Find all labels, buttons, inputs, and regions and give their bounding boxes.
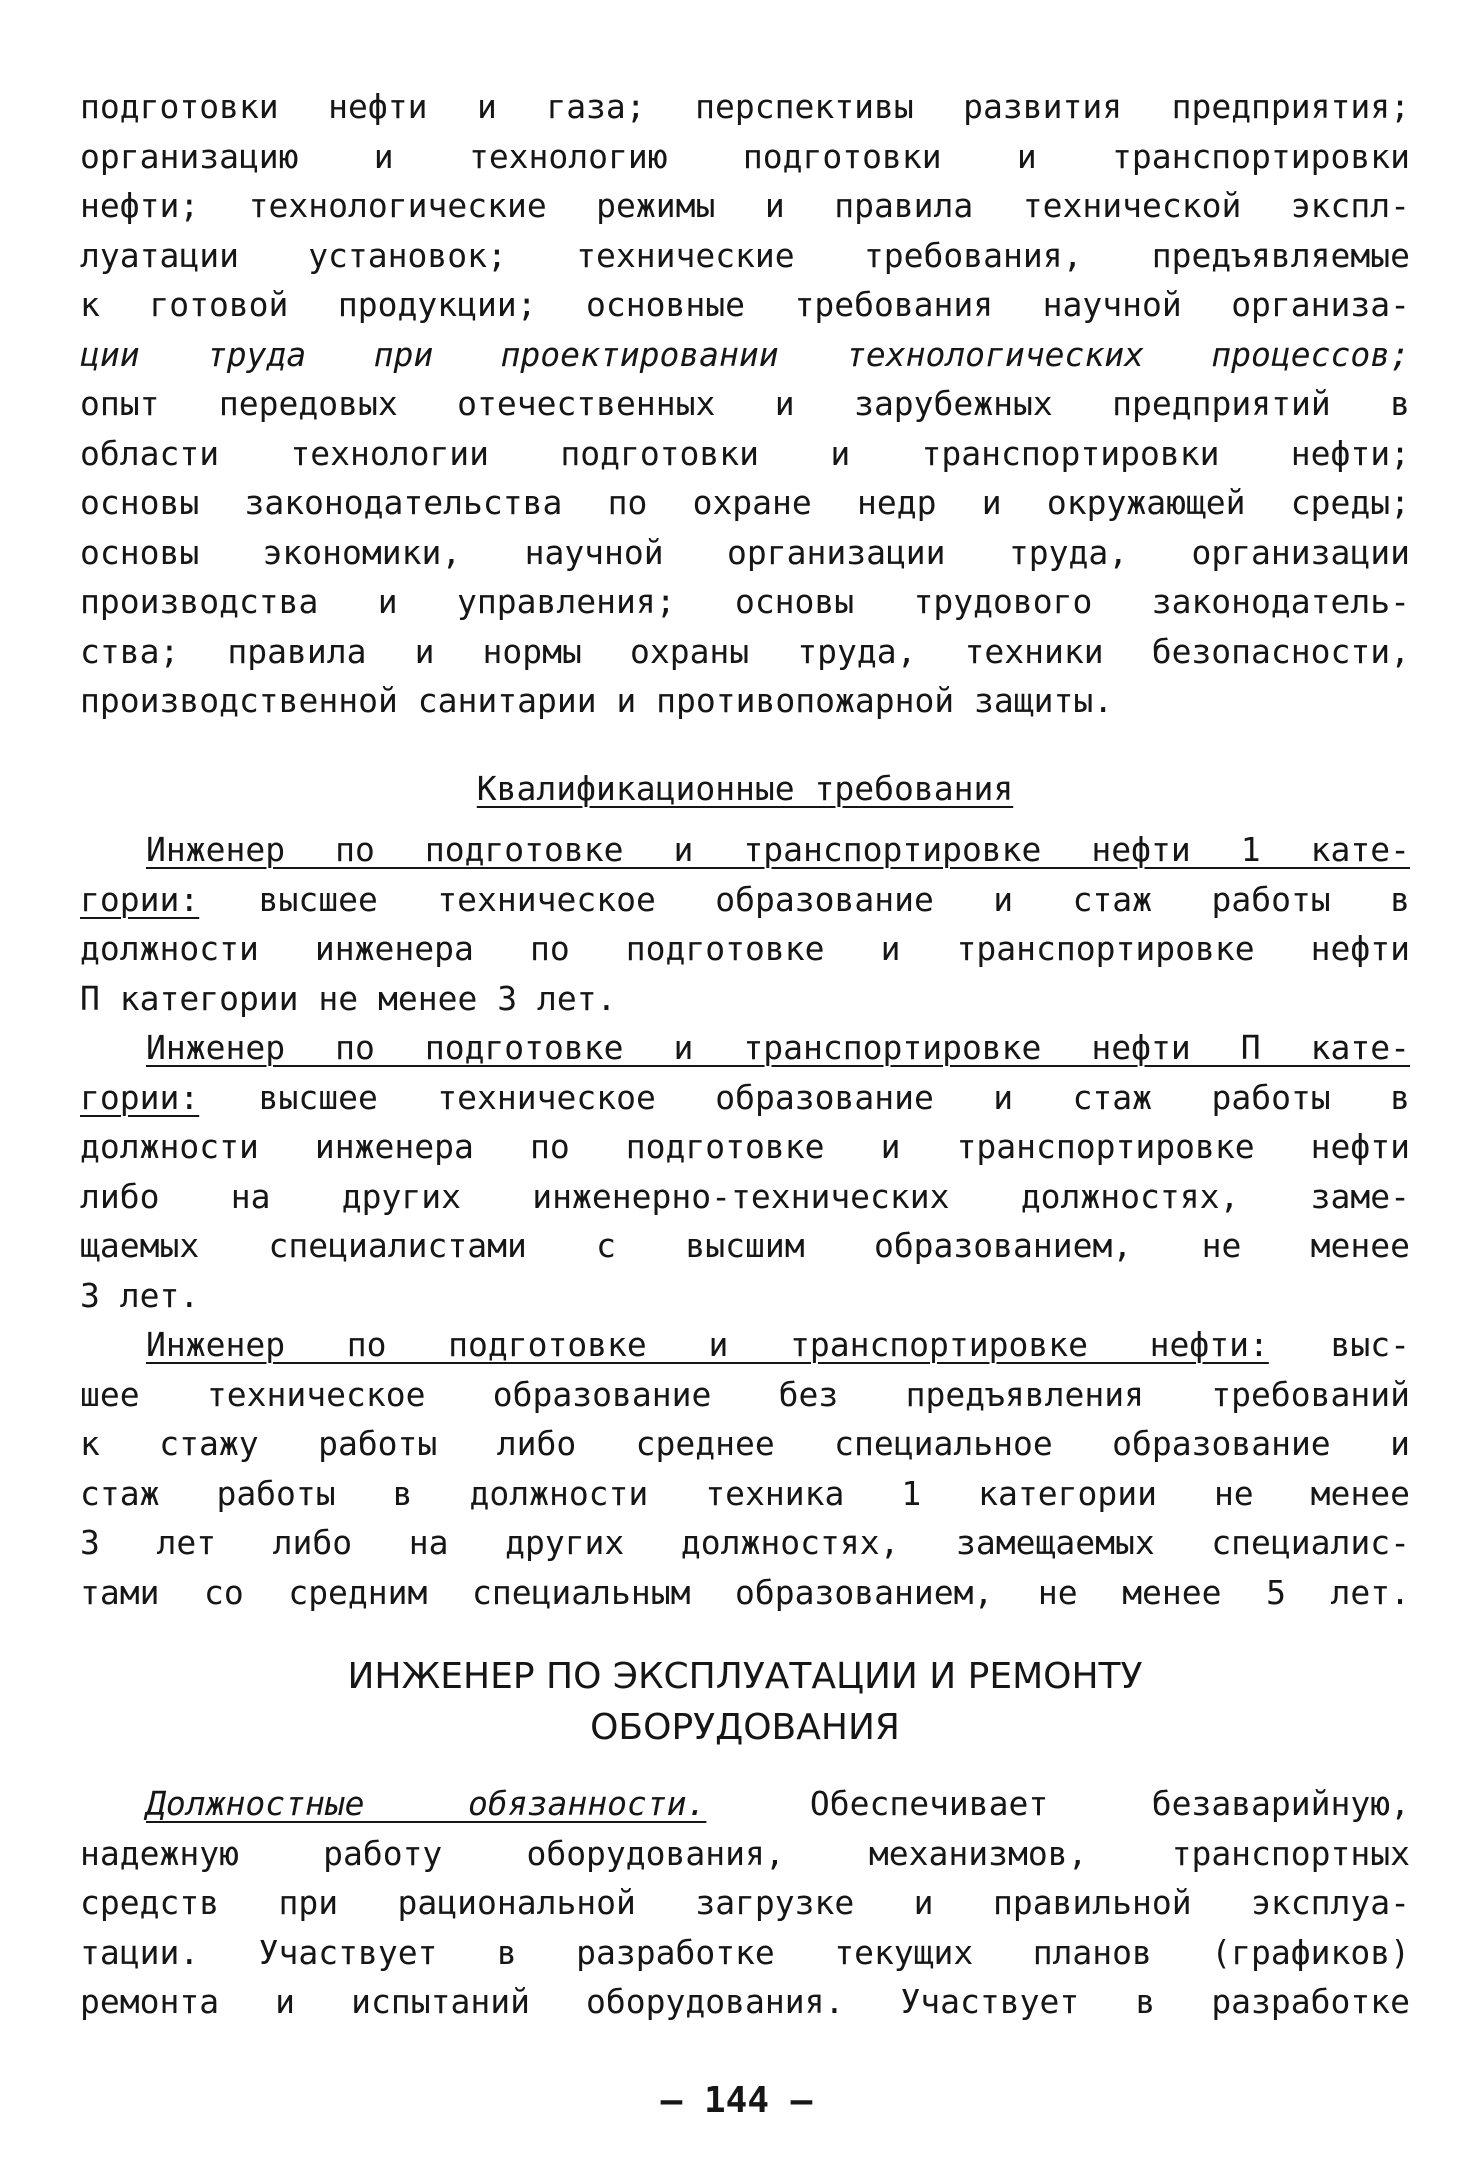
text-line: организацию и технологию подготовки и транспортировки bbox=[80, 136, 1410, 176]
text-line: должности инженера по подготовке и транспортировке нефти bbox=[80, 929, 1410, 968]
qualification-heading: Квалификационные требования bbox=[476, 768, 1014, 808]
text-line: ции труда при проектировании технологических процессов; bbox=[80, 334, 1410, 374]
duties-label: Должностные обязанности. bbox=[146, 1784, 707, 1823]
text-line: должности инженера по подготовке и транспортировке нефти bbox=[80, 1127, 1410, 1166]
text-line: щаемых специалистами с высшим образованием, не менее bbox=[80, 1226, 1410, 1265]
category-title: Инженер по подготовке и транспортировке нефти П кате- bbox=[146, 1028, 1410, 1067]
page-number: – 144 – bbox=[660, 2080, 813, 2121]
text-line: опыт передовых отечественных и зарубежных предприятий в bbox=[80, 384, 1410, 423]
text-line: тации. Участвует в разработке текущих планов (графиков) bbox=[80, 1932, 1410, 1972]
text-line: к стажу работы либо среднее специальное образование и bbox=[80, 1424, 1410, 1463]
text-line: стаж работы в должности техника 1 категории не менее bbox=[80, 1473, 1410, 1513]
category-title: Инженер по подготовке и транспортировке нефти 1 кате- bbox=[146, 830, 1410, 869]
page-body bbox=[80, 82, 1410, 2027]
qualification-category-2 bbox=[80, 1023, 1410, 1320]
text-line: Инженер по подготовке и транспортировке нефти: выс- bbox=[146, 1325, 1410, 1364]
text-line: подготовки нефти и газа; перспективы развития предприятия; bbox=[80, 87, 1410, 126]
section-heading-line2: ОБОРУДОВАНИЯ bbox=[590, 1707, 900, 1748]
text-line: гории: высшее техническое образование и стаж работы в bbox=[80, 1077, 1410, 1117]
text-line: ремонта и испытаний оборудования. Участвует в разработке bbox=[80, 1982, 1410, 2021]
text-line: либо на других инженерно-технических должностях, заме- bbox=[80, 1176, 1410, 1216]
text-line: к готовой продукции; основные требования научной организа- bbox=[80, 285, 1410, 324]
qualification-category-3 bbox=[80, 1320, 1410, 1617]
text-line: гории: высшее техническое образование и стаж работы в bbox=[80, 879, 1410, 919]
section-heading: ИНЖЕНЕР ПО ЭКСПЛУАТАЦИИ И РЕМОНТУ bbox=[347, 1656, 1143, 1697]
text-line: П категории не менее 3 лет. bbox=[80, 978, 617, 1018]
text-line: средств при рациональной загрузке и правильной эксплуа- bbox=[80, 1883, 1410, 1922]
text-line: шее техническое образование без предъявления требований bbox=[80, 1374, 1410, 1414]
text-line: надежную работу оборудования, механизмов, транспортных bbox=[80, 1833, 1410, 1873]
text-line: производственной санитарии и противопожарной защиты. bbox=[80, 681, 1114, 720]
paragraph-duties bbox=[80, 1779, 1410, 2027]
text-line: луатации установок; технические требования, предъявляемые bbox=[80, 235, 1410, 275]
paragraph-knowledge bbox=[80, 82, 1410, 726]
text-line: нефти; технологические режимы и правила технической экспл- bbox=[80, 186, 1410, 225]
text-line: основы экономики, научной организации труда, организации bbox=[80, 532, 1410, 572]
text-line: Должностные обязанности. Обеспечивает безаварийную, bbox=[146, 1784, 1410, 1823]
text-line: 3 лет либо на других должностях, замещаемых специалис- bbox=[80, 1523, 1410, 1562]
text-line: 3 лет. bbox=[80, 1275, 200, 1315]
text-line: тами со средним специальным образованием, не менее 5 лет. bbox=[80, 1572, 1410, 1612]
text-line: производства и управления; основы трудового законодатель- bbox=[80, 582, 1410, 621]
qualification-category-1 bbox=[80, 825, 1410, 1023]
text-line: ства; правила и нормы охраны труда, техники безопасности, bbox=[80, 631, 1410, 671]
text-line: основы законодательства по охране недр и окружающей среды; bbox=[80, 483, 1410, 522]
category-title: Инженер по подготовке и транспортировке нефти: bbox=[146, 1325, 1269, 1364]
text-line: области технологии подготовки и транспортировки нефти; bbox=[80, 433, 1410, 473]
